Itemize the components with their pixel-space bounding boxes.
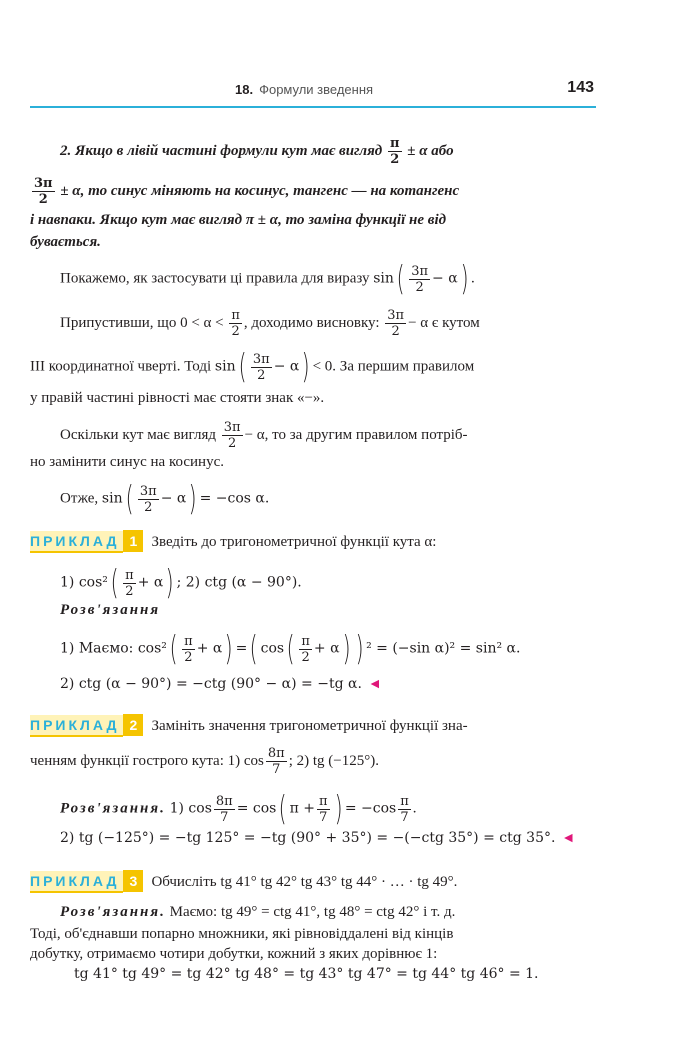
rule2-line3: і навпаки. Якщо кут має вигляд π ± α, то заміна функції не від: [30, 212, 447, 228]
section-heading: [235, 82, 373, 97]
example-1-heading: [30, 530, 436, 552]
rule2-line2: $\frac{3\pi}{2}$ ± α, то синус міняють на косинус, тангенс — на котангенс: [34, 176, 460, 207]
example-3-solution-4: tg 41° tg 49° = tg 42° tg 48° = tg 43° tg 47° = tg 44° tg 46° = 1.: [74, 966, 539, 982]
example-2-solution-2: 2) tg (−125°) = −tg 125° = −tg (90° + 35°) = −(−ctg 35°) = ctg 35°. ◄: [60, 830, 576, 846]
example-3-solution-3: добутку, отримаємо чотири добутки, кожний з яких дорівнює 1:: [30, 946, 438, 962]
example-title: Замініть значення тригонометричної функції зна-: [151, 718, 468, 734]
example-title: Зведіть до тригонометричної функції кута α:: [151, 534, 437, 550]
example-1-solution-label: Розв'язання: [60, 602, 161, 618]
example-2-task: ченням функції гострого кута: 1) cos $\frac{8\pi}{7}$ ; 2) tg (−125°).: [30, 746, 379, 777]
example-label: ПРИКЛАД: [30, 531, 123, 553]
example-3-heading: [30, 870, 457, 892]
page-header: [30, 78, 596, 108]
section-number: 18.: [235, 82, 254, 97]
example-number: 2: [123, 714, 143, 736]
para2-line1: Припустивши, що 0 < α < $\frac{\pi}{2}$ , доходимо висновку: $\frac{3\pi}{2}$ − α є кутом: [60, 308, 480, 339]
para2-line2: III координатної чверті. Тоді sin( $\frac{3\pi}{2}$ − α) < 0. За першим правилом: [30, 347, 475, 387]
example-3-solution-2: Тоді, об'єднавши попарно множники, які рівновіддалені від кінців: [30, 926, 454, 942]
example-title: Обчисліть tg 41° tg 42° tg 43° tg 44° · … · tg 49°.: [151, 874, 458, 890]
page-number: 143: [567, 79, 594, 96]
para3-line2: но замінити синус на косинус.: [30, 454, 224, 470]
para4: Отже, sin( $\frac{3\pi}{2}$ − α) = −cos α.: [60, 479, 270, 519]
example-2-heading: [30, 714, 468, 736]
rule2-line4: бувається.: [30, 234, 101, 250]
example-3-solution-1: Розв'язання. Маємо: tg 49° = ctg 41°, tg 48° = ctg 42° і т. д.: [60, 904, 456, 920]
example-2-solution-1: Розв'язання. 1) cos $\frac{8\pi}{7}$ = cos( π + $\frac{\pi}{7}$ ) = −cos $\frac{\pi}{7}$ .: [60, 789, 417, 829]
end-marker-icon: ◄: [367, 677, 382, 692]
rule2-line1: 2. Якщо в лівій частині формули кут має вигляд $\frac{\pi}{2}$ ± α або: [60, 136, 454, 167]
example-1-solution-1: 1) Маємо: cos²( $\frac{\pi}{2}$ + α) =( cos( $\frac{\pi}{2}$ + α) ) ² = (−sin α)² = sin² α.: [60, 629, 521, 669]
example-number: 3: [123, 870, 143, 892]
end-marker-icon: ◄: [561, 831, 576, 846]
para3-line1: Оскільки кут має вигляд $\frac{3\pi}{2}$ − α, то за другим правилом потріб-: [60, 420, 468, 451]
example-label: ПРИКЛАД: [30, 715, 123, 737]
example-label: ПРИКЛАД: [30, 871, 123, 893]
example-number: 1: [123, 530, 143, 552]
para1: Покажемо, як застосувати ці правила для виразу sin( $\frac{3\pi}{2}$ − α) .: [60, 259, 475, 299]
example-1-task: 1) cos²( $\frac{\pi}{2}$ + α) ; 2) ctg (α − 90°).: [60, 563, 302, 603]
example-1-solution-2: 2) ctg (α − 90°) = −ctg (90° − α) = −tg α. ◄: [60, 676, 382, 692]
para2-line3: у правій частині рівності має стояти знак «−».: [30, 390, 325, 406]
section-title: Формули зведення: [259, 82, 374, 97]
